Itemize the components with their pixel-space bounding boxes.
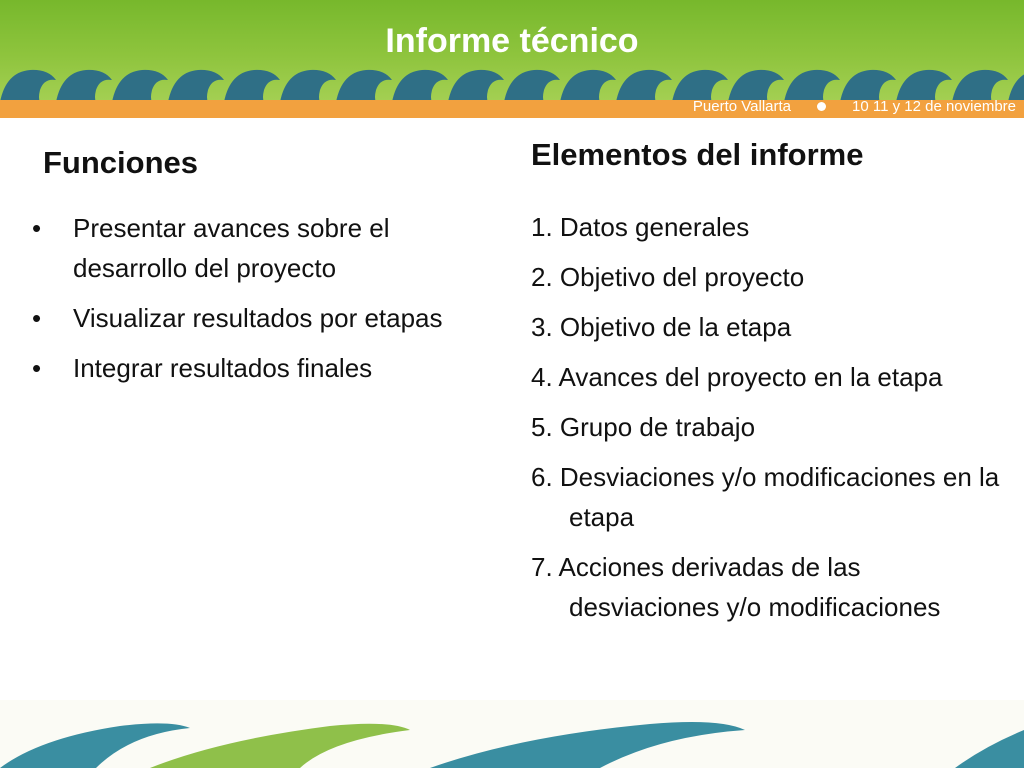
event-dates: 10 11 y 12 de noviembre [852, 98, 1016, 115]
list-item: • Visualizar resultados por etapas [32, 298, 472, 338]
event-place: Puerto Vallarta [692, 98, 791, 115]
list-item: 3. Objetivo de la etapa [531, 312, 792, 342]
report-elements-list [531, 207, 1011, 637]
left-column-heading: Funciones [43, 145, 199, 180]
list-item: 7. Acciones derivadas de las desviaciones y/o modificaciones [531, 552, 941, 622]
slide-title: Informe técnico [385, 22, 639, 60]
list-item: 2. Objetivo del proyecto [531, 262, 805, 292]
event-banner [693, 98, 1016, 115]
separator-dot-icon [817, 102, 826, 111]
wave-decoration [0, 62, 1024, 102]
list-item: 1. Datos generales [531, 212, 750, 242]
slide-header [0, 0, 1024, 118]
bullet-icon: • [32, 213, 42, 243]
list-item: 6. Desviaciones y/o modificaciones en la etapa [531, 462, 1000, 532]
bottom-wave-decoration [0, 700, 1024, 768]
list-item: 5. Grupo de trabajo [531, 412, 756, 442]
right-column-heading: Elementos del informe [531, 137, 864, 172]
bullet-icon: • [32, 353, 42, 383]
list-item: • Presentar avances sobre el desarrollo del proyecto [32, 208, 472, 288]
bullet-icon: • [32, 303, 42, 333]
list-item: 4. Avances del proyecto en la etapa [531, 362, 943, 392]
functions-list [32, 208, 472, 398]
list-item: • Integrar resultados finales [32, 348, 472, 388]
